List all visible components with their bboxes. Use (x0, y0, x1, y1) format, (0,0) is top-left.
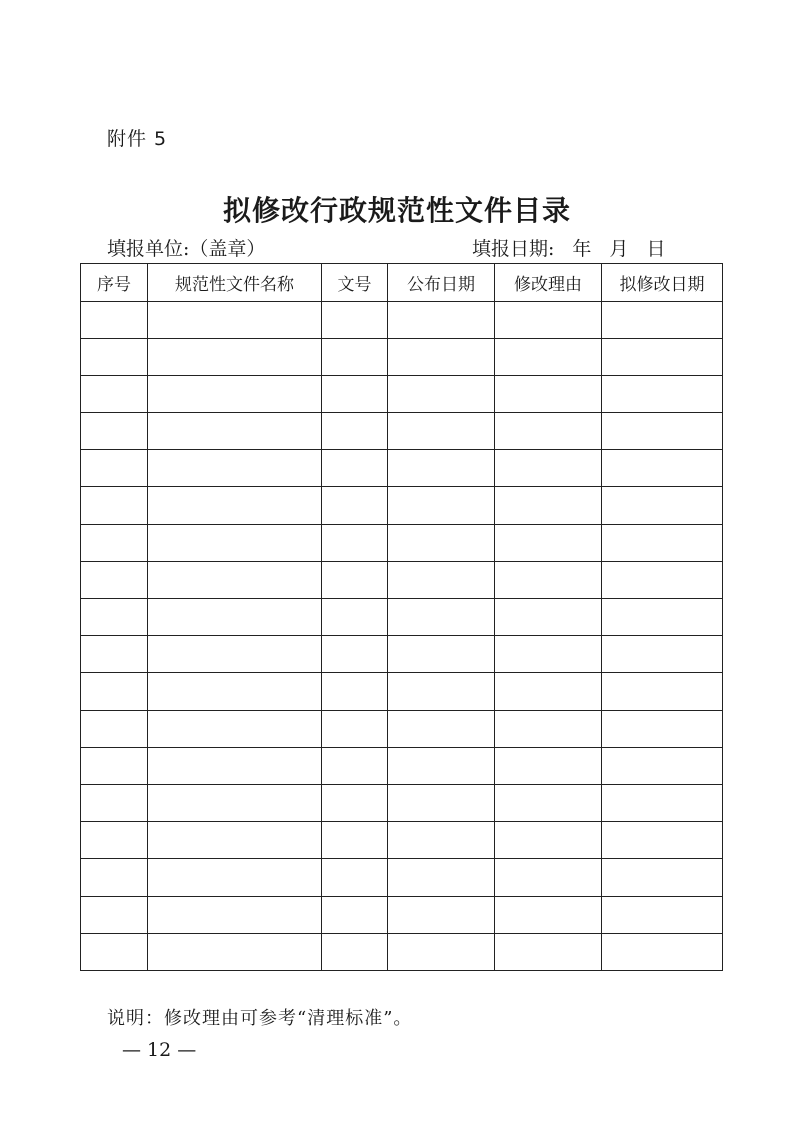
table-cell (81, 822, 148, 859)
table-body (81, 301, 723, 970)
table-cell (322, 747, 388, 784)
fill-date-label: 填报日期: (472, 238, 555, 260)
table-cell (322, 301, 388, 338)
table-row (81, 375, 723, 412)
header-document-number: 文号 (322, 264, 388, 302)
table-cell (148, 859, 322, 896)
table-cell (388, 338, 495, 375)
table-cell (81, 933, 148, 970)
table-cell (148, 450, 322, 487)
table-cell (148, 413, 322, 450)
header-planned-revision-date: 拟修改日期 (602, 264, 723, 302)
table-cell (322, 413, 388, 450)
table-cell (81, 301, 148, 338)
table-cell (148, 784, 322, 821)
table-cell (81, 450, 148, 487)
table-cell (81, 375, 148, 412)
table-cell (148, 896, 322, 933)
table-cell (495, 487, 602, 524)
table-cell (388, 524, 495, 561)
table-cell (602, 301, 723, 338)
fill-date-month: 月 (609, 238, 629, 260)
header-document-name: 规范性文件名称 (148, 264, 322, 302)
table-cell (388, 822, 495, 859)
catalog-table (80, 263, 723, 971)
table-cell (388, 859, 495, 896)
table-cell (388, 747, 495, 784)
table-cell (495, 338, 602, 375)
table-header-row (81, 264, 723, 302)
table-row (81, 413, 723, 450)
table-cell (495, 673, 602, 710)
table-cell (388, 636, 495, 673)
header-serial-number: 序号 (81, 264, 148, 302)
table-cell (148, 338, 322, 375)
table-cell (495, 747, 602, 784)
table-cell (81, 413, 148, 450)
table-cell (322, 859, 388, 896)
fill-date-line (472, 234, 665, 261)
table-cell (388, 450, 495, 487)
table-cell (148, 301, 322, 338)
table-cell (495, 375, 602, 412)
table-cell (148, 487, 322, 524)
table-cell (81, 561, 148, 598)
table-cell (388, 487, 495, 524)
table-cell (148, 673, 322, 710)
table-cell (148, 375, 322, 412)
table-row (81, 561, 723, 598)
table-cell (388, 710, 495, 747)
table-cell (322, 710, 388, 747)
table-cell (602, 561, 723, 598)
table-cell (602, 487, 723, 524)
table-cell (602, 450, 723, 487)
table-cell (602, 524, 723, 561)
table-cell (322, 338, 388, 375)
table-cell (602, 375, 723, 412)
table-cell (322, 487, 388, 524)
table-cell (495, 599, 602, 636)
table-cell (388, 896, 495, 933)
table-row (81, 859, 723, 896)
table-cell (81, 524, 148, 561)
note-text: 说明：修改理由可参考“清理标准”。 (107, 1008, 413, 1029)
table-cell (322, 375, 388, 412)
table-cell (602, 413, 723, 450)
table-cell (81, 636, 148, 673)
table-row (81, 338, 723, 375)
table-cell (81, 896, 148, 933)
table-cell (81, 859, 148, 896)
fill-date-year: 年 (572, 238, 592, 260)
table-cell (495, 859, 602, 896)
table-row (81, 450, 723, 487)
table-cell (148, 599, 322, 636)
table-row (81, 636, 723, 673)
table-cell (148, 822, 322, 859)
table-cell (388, 301, 495, 338)
table-cell (322, 561, 388, 598)
table-cell (602, 822, 723, 859)
header-revision-reason: 修改理由 (495, 264, 602, 302)
table-cell (602, 673, 723, 710)
table-row (81, 599, 723, 636)
table-cell (388, 933, 495, 970)
table-cell (495, 933, 602, 970)
page-number: — 12 — (122, 1039, 197, 1061)
table-cell (388, 784, 495, 821)
table-cell (495, 896, 602, 933)
table-cell (602, 896, 723, 933)
table-cell (388, 599, 495, 636)
table-cell (495, 784, 602, 821)
table-cell (602, 933, 723, 970)
table-row (81, 822, 723, 859)
document-title: 拟修改行政规范性文件目录 (222, 194, 571, 227)
attachment-label: 附件 5 (107, 128, 168, 150)
table-cell (81, 338, 148, 375)
table-cell (148, 524, 322, 561)
table-cell (148, 561, 322, 598)
table-cell (388, 375, 495, 412)
table-cell (388, 561, 495, 598)
table-cell (148, 636, 322, 673)
table-cell (322, 673, 388, 710)
table-cell (81, 710, 148, 747)
table-cell (495, 822, 602, 859)
table-row (81, 896, 723, 933)
table-cell (322, 822, 388, 859)
table-cell (602, 710, 723, 747)
table-cell (388, 673, 495, 710)
table-cell (322, 524, 388, 561)
table-cell (322, 933, 388, 970)
table-cell (322, 450, 388, 487)
table-row (81, 933, 723, 970)
table-cell (495, 413, 602, 450)
table-row (81, 747, 723, 784)
table-cell (388, 413, 495, 450)
table-cell (81, 784, 148, 821)
table-cell (81, 673, 148, 710)
table-cell (148, 710, 322, 747)
table-cell (81, 747, 148, 784)
table-row (81, 524, 723, 561)
table-cell (495, 636, 602, 673)
table-row (81, 487, 723, 524)
table-cell (495, 301, 602, 338)
table-cell (602, 859, 723, 896)
table-cell (495, 710, 602, 747)
table-cell (602, 599, 723, 636)
table-row (81, 673, 723, 710)
table-cell (148, 747, 322, 784)
table-row (81, 301, 723, 338)
table-cell (322, 784, 388, 821)
header-publish-date: 公布日期 (388, 264, 495, 302)
table-cell (495, 524, 602, 561)
table-cell (81, 599, 148, 636)
table-cell (495, 561, 602, 598)
fill-unit-label: 填报单位:（盖章） (107, 238, 266, 260)
table-cell (322, 636, 388, 673)
table-cell (322, 896, 388, 933)
table-cell (602, 636, 723, 673)
table-cell (495, 450, 602, 487)
fill-date-day: 日 (646, 238, 666, 260)
table-cell (81, 487, 148, 524)
table-cell (602, 784, 723, 821)
table-cell (602, 747, 723, 784)
table-row (81, 710, 723, 747)
table-cell (148, 933, 322, 970)
table-cell (602, 338, 723, 375)
table-row (81, 784, 723, 821)
table-cell (322, 599, 388, 636)
